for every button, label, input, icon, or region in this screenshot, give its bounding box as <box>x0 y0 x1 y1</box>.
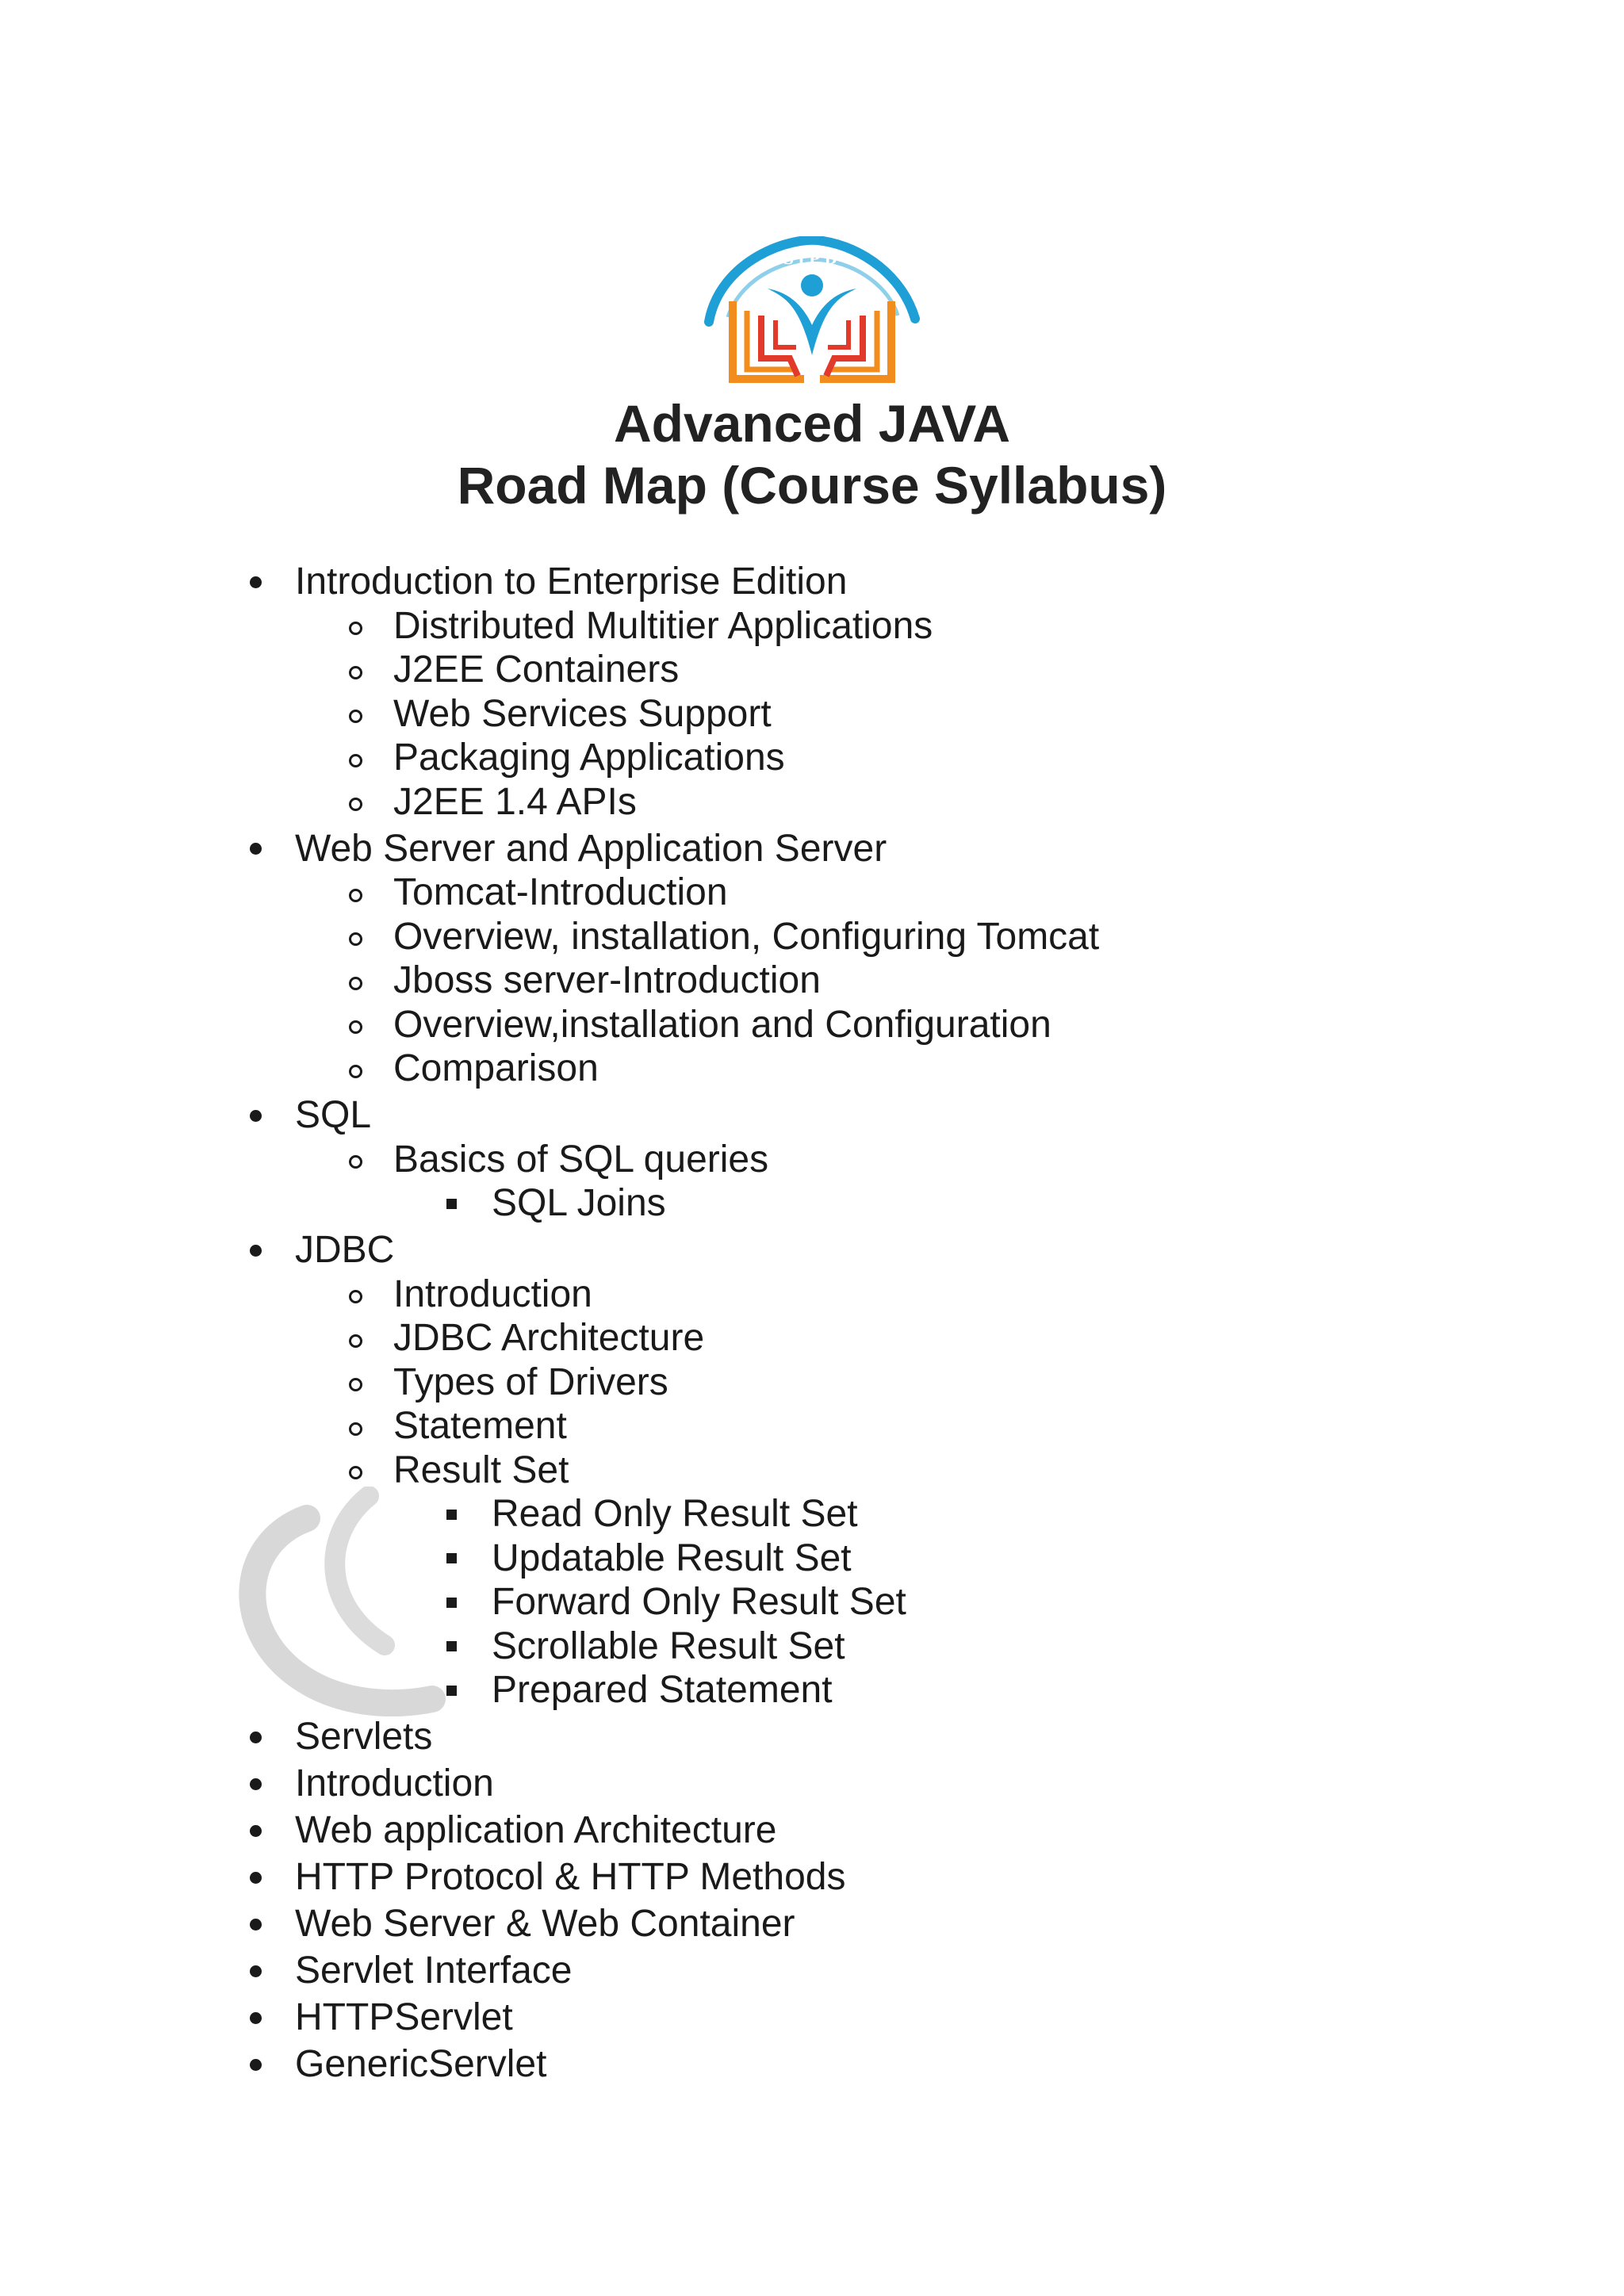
syllabus-item-text: HTTP Protocol & HTTP Methods <box>295 1856 846 1898</box>
syllabus-item-text: Read Only Result Set <box>492 1493 858 1535</box>
sipd-logo <box>704 236 920 387</box>
syllabus-item-text: JDBC <box>295 1229 395 1271</box>
syllabus-item-text: JDBC Architecture <box>393 1317 705 1359</box>
page-subtitle: Road Map (Course Syllabus) <box>457 456 1167 515</box>
bullet-circle-icon <box>341 1316 370 1360</box>
bullet-circle-icon <box>341 1404 370 1448</box>
syllabus-item-text: Jboss server-Introduction <box>393 959 821 1001</box>
syllabus-item-text: Web Server and Application Server <box>295 827 887 870</box>
bullet-dot-icon <box>242 1855 269 1900</box>
bullet-dot-icon <box>242 1715 269 1759</box>
bullet-dot-icon <box>242 560 269 604</box>
bullet-circle-icon <box>341 780 370 825</box>
syllabus-item-text: Tomcat-Introduction <box>393 871 728 913</box>
watermark <box>234 1487 464 1716</box>
syllabus-item-text: SQL <box>295 1094 372 1136</box>
syllabus-item-text: Introduction <box>295 1762 494 1804</box>
watermark-swoosh-icon <box>234 1487 464 1716</box>
syllabus-item-text: Forward Only Result Set <box>492 1581 906 1623</box>
bullet-circle-icon <box>341 692 370 737</box>
syllabus-item-text: Basics of SQL queries <box>393 1138 769 1181</box>
syllabus-item-text: Web application Architecture <box>295 1809 777 1851</box>
syllabus-item-text: GenericServlet <box>295 2043 547 2085</box>
bullet-circle-icon <box>341 1272 370 1317</box>
sipd-logo-icon <box>704 236 920 387</box>
page-title: Advanced JAVA <box>613 394 1011 453</box>
bullet-circle-icon <box>341 736 370 780</box>
syllabus-item-text: J2EE 1.4 APIs <box>393 780 637 823</box>
bullet-circle-icon <box>341 604 370 649</box>
syllabus-item-text: J2EE Containers <box>393 649 680 691</box>
syllabus-item-text: Introduction to Enterprise Edition <box>295 561 848 603</box>
bullet-dot-icon <box>242 827 269 871</box>
bullet-circle-icon <box>341 1448 370 1493</box>
bullet-dot-icon <box>242 1996 269 2040</box>
syllabus-item-text: Distributed Multitier Applications <box>393 604 933 647</box>
syllabus-item-text: Overview,installation and Configuration <box>393 1003 1051 1046</box>
bullet-dot-icon <box>242 2042 269 2087</box>
bullet-square-icon <box>439 1624 463 1669</box>
syllabus-item-text: HTTPServlet <box>295 1996 513 2038</box>
syllabus-item-text: Servlet Interface <box>295 1950 573 1992</box>
syllabus-item-text: Servlets <box>295 1716 433 1758</box>
bullet-square-icon <box>439 1536 463 1581</box>
syllabus-item-text: Scrollable Result Set <box>492 1624 845 1667</box>
syllabus-item-text: Updatable Result Set <box>492 1536 852 1579</box>
syllabus-item-text: Introduction <box>393 1272 592 1315</box>
syllabus-item-text: Web Services Support <box>393 692 772 735</box>
bullet-square-icon <box>439 1668 463 1712</box>
bullet-circle-icon <box>341 959 370 1003</box>
bullet-square-icon <box>439 1181 463 1226</box>
bullet-circle-icon <box>341 915 370 959</box>
logo-text: SIPD <box>783 251 841 268</box>
bullet-dot-icon <box>242 1902 269 1946</box>
bullet-circle-icon <box>341 648 370 692</box>
bullet-dot-icon <box>242 1093 269 1138</box>
bullet-dot-icon <box>242 1762 269 1806</box>
bullet-circle-icon <box>341 1047 370 1091</box>
syllabus-item-text: Result Set <box>393 1448 569 1491</box>
bullet-circle-icon <box>341 871 370 915</box>
bullet-square-icon <box>439 1580 463 1624</box>
syllabus-item-text: Statement <box>393 1405 567 1447</box>
syllabus-item-text: Overview, installation, Configuring Tomcat <box>393 915 1100 958</box>
syllabus-item-text: Comparison <box>393 1047 599 1089</box>
syllabus-item-text: Prepared Statement <box>492 1669 833 1711</box>
bullet-dot-icon <box>242 1228 269 1272</box>
bullet-dot-icon <box>242 1949 269 1993</box>
bullet-circle-icon <box>341 1360 370 1405</box>
bullet-square-icon <box>439 1492 463 1536</box>
bullet-circle-icon <box>341 1003 370 1047</box>
syllabus-item-text: Web Server & Web Container <box>295 1903 795 1945</box>
bullet-dot-icon <box>242 1808 269 1853</box>
bullet-circle-icon <box>341 1138 370 1182</box>
syllabus-item-text: SQL Joins <box>492 1182 666 1224</box>
syllabus-item-text: Packaging Applications <box>393 737 785 779</box>
syllabus-item-text: Types of Drivers <box>393 1360 668 1403</box>
